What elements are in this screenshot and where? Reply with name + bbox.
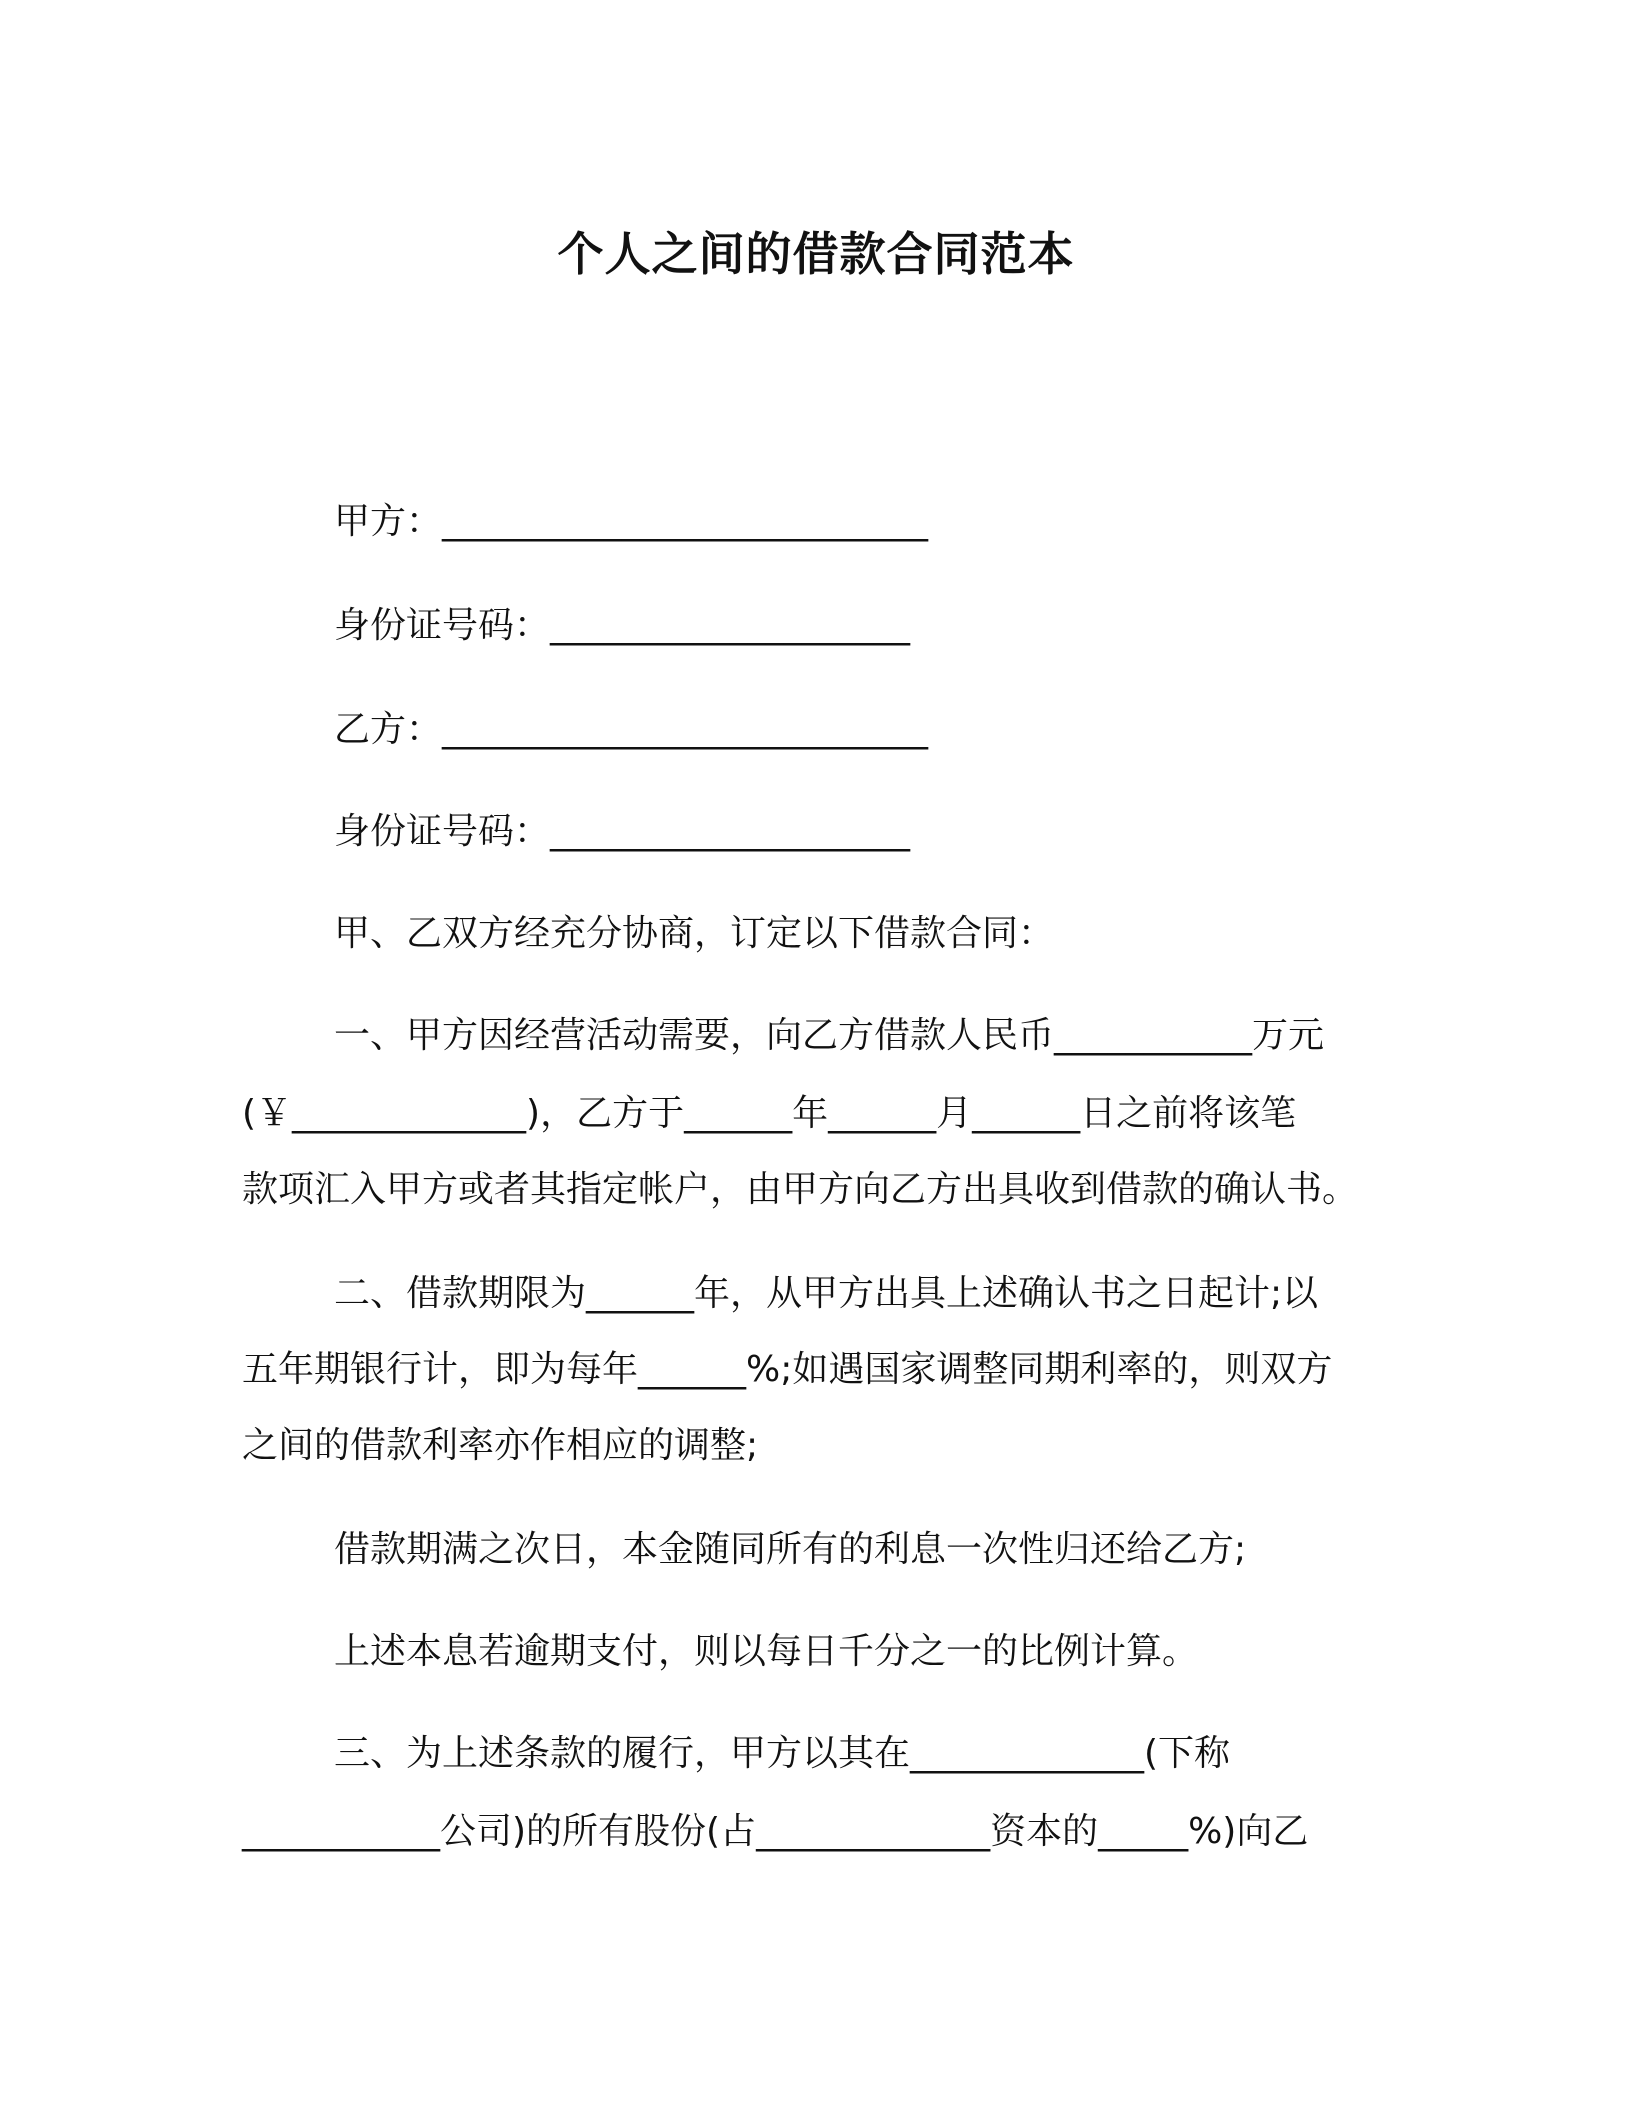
clause-3-line-2: ___________公司)的所有股份(占_____________资本的_____%)向乙 bbox=[242, 1811, 1309, 1852]
party-b-line: 乙方：___________________________ bbox=[334, 709, 929, 750]
clause-2-line-1: 二、借款期限为______年，从甲方出具上述确认书之日起计;以 bbox=[334, 1273, 1319, 1314]
clause-1-line-2: (￥_____________)，乙方于______年______月______日之前将该笔 bbox=[242, 1093, 1297, 1134]
clause-2-line-2: 五年期银行计，即为每年______%;如遇国家调整同期利率的，则双方 bbox=[242, 1349, 1333, 1390]
clause-3-line-1: 三、为上述条款的履行，甲方以其在_____________(下称 bbox=[334, 1733, 1231, 1774]
party-a-id-line: 身份证号码：____________________ bbox=[334, 605, 911, 646]
maturity-line: 借款期满之次日，本金随同所有的利息一次性归还给乙方; bbox=[334, 1529, 1247, 1570]
overdue-line: 上述本息若逾期支付，则以每日千分之一的比例计算。 bbox=[334, 1631, 1199, 1672]
party-b-id-line: 身份证号码：____________________ bbox=[334, 811, 911, 852]
agreement-intro-line: 甲、乙双方经充分协商，订定以下借款合同： bbox=[334, 913, 1055, 954]
clause-1-line-3: 款项汇入甲方或者其指定帐户，由甲方向乙方出具收到借款的确认书。 bbox=[242, 1169, 1359, 1210]
clause-2-line-3: 之间的借款利率亦作相应的调整; bbox=[242, 1425, 759, 1466]
document-title: 个人之间的借款合同范本 bbox=[557, 227, 1075, 281]
clause-1-line-1: 一、甲方因经营活动需要，向乙方借款人民币___________万元 bbox=[334, 1015, 1325, 1056]
party-a-line: 甲方：___________________________ bbox=[334, 501, 929, 542]
